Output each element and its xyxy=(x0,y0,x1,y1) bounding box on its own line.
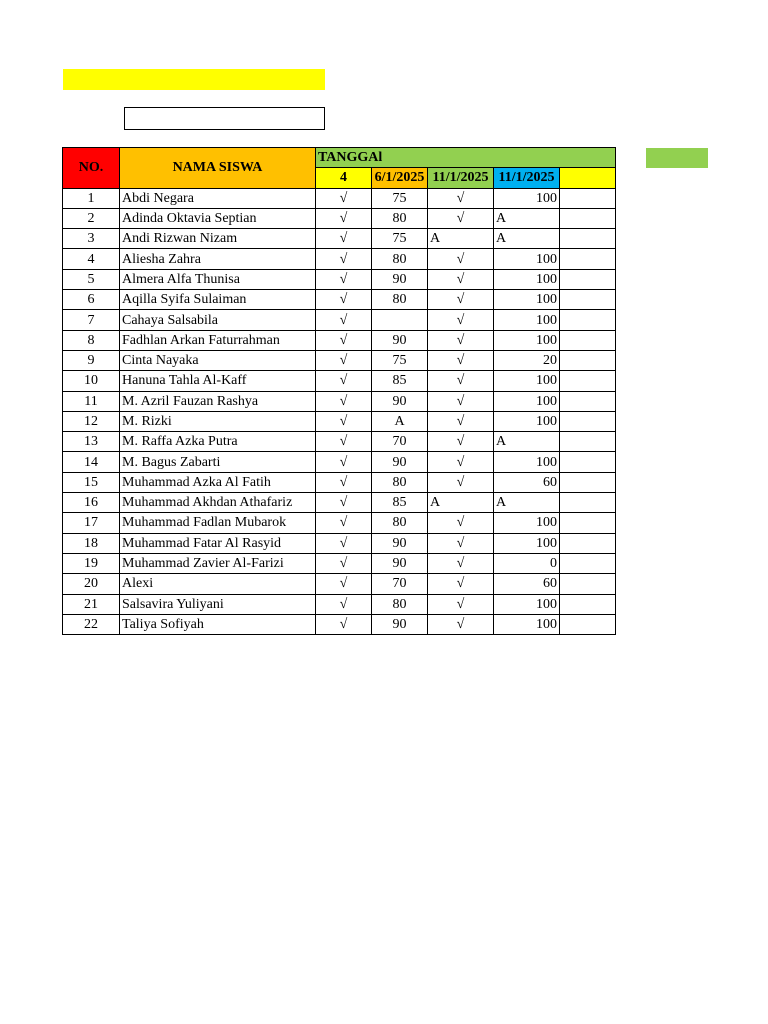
cell-date-1[interactable]: √ xyxy=(316,533,372,553)
table-row xyxy=(63,452,616,472)
cell-date-5[interactable] xyxy=(560,614,616,634)
cell-date-2[interactable]: 90 xyxy=(372,391,428,411)
cell-date-2[interactable]: 85 xyxy=(372,371,428,391)
cell-date-1[interactable]: √ xyxy=(316,553,372,573)
cell-no[interactable]: 19 xyxy=(63,553,120,573)
cell-date-5[interactable] xyxy=(560,188,616,208)
cell-date-1[interactable]: √ xyxy=(316,513,372,533)
cell-date-1[interactable]: √ xyxy=(316,594,372,614)
cell-date-1[interactable]: √ xyxy=(316,350,372,370)
cell-date-1[interactable]: √ xyxy=(316,208,372,228)
cell-no[interactable]: 17 xyxy=(63,513,120,533)
cell-date-5[interactable] xyxy=(560,472,616,492)
cell-no[interactable]: 1 xyxy=(63,188,120,208)
cell-no[interactable]: 13 xyxy=(63,432,120,452)
cell-student-name[interactable]: Cinta Nayaka xyxy=(120,350,316,370)
cell-no[interactable]: 7 xyxy=(63,310,120,330)
cell-date-2[interactable]: A xyxy=(372,411,428,431)
cell-student-name[interactable]: Adinda Oktavia Septian xyxy=(120,208,316,228)
cell-date-1[interactable]: √ xyxy=(316,452,372,472)
table-row xyxy=(63,188,616,208)
cell-no[interactable]: 14 xyxy=(63,452,120,472)
table-row xyxy=(63,614,616,634)
table-body xyxy=(63,188,616,635)
cell-no[interactable]: 10 xyxy=(63,371,120,391)
cell-no[interactable]: 8 xyxy=(63,330,120,350)
cell-date-2[interactable]: 80 xyxy=(372,249,428,269)
table-row xyxy=(63,553,616,573)
date-header-1[interactable]: 4 xyxy=(316,168,372,188)
cell-date-5[interactable] xyxy=(560,269,616,289)
cell-student-name[interactable]: Andi Rizwan Nizam xyxy=(120,229,316,249)
cell-date-3[interactable]: √ xyxy=(428,391,494,411)
table-row xyxy=(63,594,616,614)
cell-date-4[interactable]: 20 xyxy=(494,350,560,370)
header-tanggal[interactable]: TANGGAl xyxy=(316,148,616,168)
table-row xyxy=(63,411,616,431)
cell-student-name[interactable]: Muhammad Azka Al Fatih xyxy=(120,472,316,492)
cell-date-5[interactable] xyxy=(560,432,616,452)
cell-date-4[interactable]: 100 xyxy=(494,614,560,634)
cell-date-2[interactable]: 75 xyxy=(372,229,428,249)
cell-no[interactable]: 20 xyxy=(63,574,120,594)
cell-date-3[interactable]: √ xyxy=(428,208,494,228)
cell-date-3[interactable]: √ xyxy=(428,350,494,370)
cell-date-2[interactable]: 80 xyxy=(372,290,428,310)
class-input-cell[interactable] xyxy=(124,107,325,130)
table-row xyxy=(63,290,616,310)
cell-date-5[interactable] xyxy=(560,574,616,594)
cell-date-3[interactable]: √ xyxy=(428,330,494,350)
cell-date-3[interactable]: √ xyxy=(428,290,494,310)
cell-student-name[interactable]: Taliya Sofiyah xyxy=(120,614,316,634)
cell-date-4[interactable]: A xyxy=(494,208,560,228)
cell-no[interactable]: 21 xyxy=(63,594,120,614)
cell-date-2[interactable]: 90 xyxy=(372,614,428,634)
cell-student-name[interactable]: Muhammad Akhdan Athafariz xyxy=(120,493,316,513)
header-no[interactable]: NO. xyxy=(63,148,120,189)
table-row xyxy=(63,533,616,553)
cell-date-5[interactable] xyxy=(560,493,616,513)
date-header-3[interactable]: 11/1/2025 xyxy=(428,168,494,188)
table-row xyxy=(63,432,616,452)
cell-no[interactable]: 12 xyxy=(63,411,120,431)
cell-date-2[interactable]: 75 xyxy=(372,350,428,370)
cell-date-4[interactable]: 100 xyxy=(494,310,560,330)
date-header-4[interactable]: 11/1/2025 xyxy=(494,168,560,188)
cell-student-name[interactable]: Muhammad Fadlan Mubarok xyxy=(120,513,316,533)
cell-date-3[interactable]: √ xyxy=(428,553,494,573)
cell-date-5[interactable] xyxy=(560,411,616,431)
cell-date-2[interactable] xyxy=(372,310,428,330)
cell-date-5[interactable] xyxy=(560,452,616,472)
cell-date-3[interactable]: √ xyxy=(428,310,494,330)
cell-date-5[interactable] xyxy=(560,310,616,330)
cell-date-3[interactable]: √ xyxy=(428,269,494,289)
cell-student-name[interactable]: Hanuna Tahla Al-Kaff xyxy=(120,371,316,391)
cell-date-1[interactable]: √ xyxy=(316,614,372,634)
cell-student-name[interactable]: M. Raffa Azka Putra xyxy=(120,432,316,452)
cell-date-2[interactable]: 90 xyxy=(372,533,428,553)
cell-student-name[interactable]: Almera Alfa Thunisa xyxy=(120,269,316,289)
cell-student-name[interactable]: M. Rizki xyxy=(120,411,316,431)
table-row xyxy=(63,513,616,533)
cell-date-5[interactable] xyxy=(560,391,616,411)
cell-date-2[interactable]: 70 xyxy=(372,574,428,594)
cell-student-name[interactable]: Muhammad Fatar Al Rasyid xyxy=(120,533,316,553)
cell-date-4[interactable]: A xyxy=(494,432,560,452)
cell-no[interactable]: 15 xyxy=(63,472,120,492)
cell-date-5[interactable] xyxy=(560,513,616,533)
cell-student-name[interactable]: Muhammad Zavier Al-Farizi xyxy=(120,553,316,573)
cell-student-name[interactable]: Alexi xyxy=(120,574,316,594)
cell-date-3[interactable]: √ xyxy=(428,452,494,472)
table-row xyxy=(63,391,616,411)
cell-no[interactable]: 2 xyxy=(63,208,120,228)
cell-student-name[interactable]: Aqilla Syifa Sulaiman xyxy=(120,290,316,310)
cell-date-2[interactable]: 90 xyxy=(372,269,428,289)
cell-date-2[interactable]: 90 xyxy=(372,452,428,472)
cell-date-1[interactable]: √ xyxy=(316,493,372,513)
cell-date-1[interactable]: √ xyxy=(316,432,372,452)
cell-date-4[interactable]: 100 xyxy=(494,249,560,269)
cell-date-5[interactable] xyxy=(560,208,616,228)
cell-date-2[interactable]: 80 xyxy=(372,208,428,228)
cell-date-4[interactable]: 100 xyxy=(494,330,560,350)
cell-date-4[interactable]: 100 xyxy=(494,269,560,289)
cell-date-2[interactable]: 80 xyxy=(372,513,428,533)
cell-student-name[interactable]: Salsavira Yuliyani xyxy=(120,594,316,614)
table-row xyxy=(63,493,616,513)
cell-no[interactable]: 16 xyxy=(63,493,120,513)
table-row xyxy=(63,310,616,330)
cell-date-5[interactable] xyxy=(560,533,616,553)
cell-date-5[interactable] xyxy=(560,553,616,573)
cell-date-4[interactable]: 60 xyxy=(494,574,560,594)
cell-date-5[interactable] xyxy=(560,350,616,370)
cell-date-4[interactable]: 100 xyxy=(494,188,560,208)
cell-date-4[interactable]: 0 xyxy=(494,553,560,573)
cell-date-4[interactable]: 60 xyxy=(494,472,560,492)
cell-date-1[interactable]: √ xyxy=(316,574,372,594)
cell-no[interactable]: 6 xyxy=(63,290,120,310)
attendance-table xyxy=(62,147,616,635)
cell-date-2[interactable]: 80 xyxy=(372,594,428,614)
cell-date-4[interactable]: 100 xyxy=(494,371,560,391)
cell-date-5[interactable] xyxy=(560,594,616,614)
cell-no[interactable]: 22 xyxy=(63,614,120,634)
cell-date-4[interactable]: 100 xyxy=(494,411,560,431)
cell-date-2[interactable]: 90 xyxy=(372,330,428,350)
cell-date-2[interactable]: 80 xyxy=(372,472,428,492)
cell-date-2[interactable]: 85 xyxy=(372,493,428,513)
cell-no[interactable]: 11 xyxy=(63,391,120,411)
cell-date-3[interactable]: √ xyxy=(428,411,494,431)
cell-date-4[interactable]: 100 xyxy=(494,452,560,472)
cell-date-3[interactable]: √ xyxy=(428,371,494,391)
cell-date-3[interactable]: √ xyxy=(428,574,494,594)
cell-date-3[interactable]: √ xyxy=(428,594,494,614)
cell-student-name[interactable]: Abdi Negara xyxy=(120,188,316,208)
cell-date-3[interactable]: √ xyxy=(428,188,494,208)
cell-student-name[interactable]: Fadhlan Arkan Faturrahman xyxy=(120,330,316,350)
cell-date-1[interactable]: √ xyxy=(316,269,372,289)
table-row xyxy=(63,330,616,350)
cell-date-4[interactable]: 100 xyxy=(494,290,560,310)
cell-date-4[interactable]: 100 xyxy=(494,391,560,411)
date-header-2[interactable]: 6/1/2025 xyxy=(372,168,428,188)
table-row xyxy=(63,574,616,594)
table-row xyxy=(63,371,616,391)
cell-date-2[interactable]: 70 xyxy=(372,432,428,452)
table-row xyxy=(63,350,616,370)
header-row-1 xyxy=(63,148,616,168)
cell-date-5[interactable] xyxy=(560,249,616,269)
cell-date-5[interactable] xyxy=(560,330,616,350)
cell-date-4[interactable]: 100 xyxy=(494,594,560,614)
cell-date-1[interactable]: √ xyxy=(316,188,372,208)
title-cell-highlight[interactable] xyxy=(63,69,325,90)
header-nama-siswa[interactable]: NAMA SISWA xyxy=(120,148,316,189)
cell-date-4[interactable]: 100 xyxy=(494,533,560,553)
table-row xyxy=(63,208,616,228)
cell-date-3[interactable]: √ xyxy=(428,249,494,269)
cell-date-1[interactable]: √ xyxy=(316,411,372,431)
table-row xyxy=(63,249,616,269)
cell-date-1[interactable]: √ xyxy=(316,472,372,492)
cell-student-name[interactable]: Cahaya Salsabila xyxy=(120,310,316,330)
cell-date-1[interactable]: √ xyxy=(316,330,372,350)
cell-date-3[interactable]: √ xyxy=(428,472,494,492)
cell-date-3[interactable]: √ xyxy=(428,432,494,452)
table-row xyxy=(63,269,616,289)
cell-date-1[interactable]: √ xyxy=(316,310,372,330)
cell-student-name[interactable]: Aliesha Zahra xyxy=(120,249,316,269)
cell-no[interactable]: 4 xyxy=(63,249,120,269)
date-header-5[interactable] xyxy=(560,168,616,188)
cell-date-3[interactable]: A xyxy=(428,493,494,513)
cell-date-4[interactable]: A xyxy=(494,493,560,513)
cell-no[interactable]: 3 xyxy=(63,229,120,249)
cell-date-2[interactable]: 90 xyxy=(372,553,428,573)
cell-no[interactable]: 18 xyxy=(63,533,120,553)
cell-date-3[interactable]: A xyxy=(428,229,494,249)
tanggal-header-extension xyxy=(646,148,708,168)
cell-date-3[interactable]: √ xyxy=(428,533,494,553)
cell-date-5[interactable] xyxy=(560,290,616,310)
cell-no[interactable]: 5 xyxy=(63,269,120,289)
cell-date-1[interactable]: √ xyxy=(316,249,372,269)
cell-no[interactable]: 9 xyxy=(63,350,120,370)
cell-date-1[interactable]: √ xyxy=(316,290,372,310)
cell-date-3[interactable]: √ xyxy=(428,614,494,634)
cell-date-4[interactable]: A xyxy=(494,229,560,249)
table-row xyxy=(63,229,616,249)
cell-date-4[interactable]: 100 xyxy=(494,513,560,533)
cell-date-1[interactable]: √ xyxy=(316,391,372,411)
cell-student-name[interactable]: M. Bagus Zabarti xyxy=(120,452,316,472)
cell-date-5[interactable] xyxy=(560,229,616,249)
cell-date-3[interactable]: √ xyxy=(428,513,494,533)
table-row xyxy=(63,472,616,492)
cell-student-name[interactable]: M. Azril Fauzan Rashya xyxy=(120,391,316,411)
cell-date-1[interactable]: √ xyxy=(316,229,372,249)
cell-date-2[interactable]: 75 xyxy=(372,188,428,208)
cell-date-5[interactable] xyxy=(560,371,616,391)
cell-date-1[interactable]: √ xyxy=(316,371,372,391)
